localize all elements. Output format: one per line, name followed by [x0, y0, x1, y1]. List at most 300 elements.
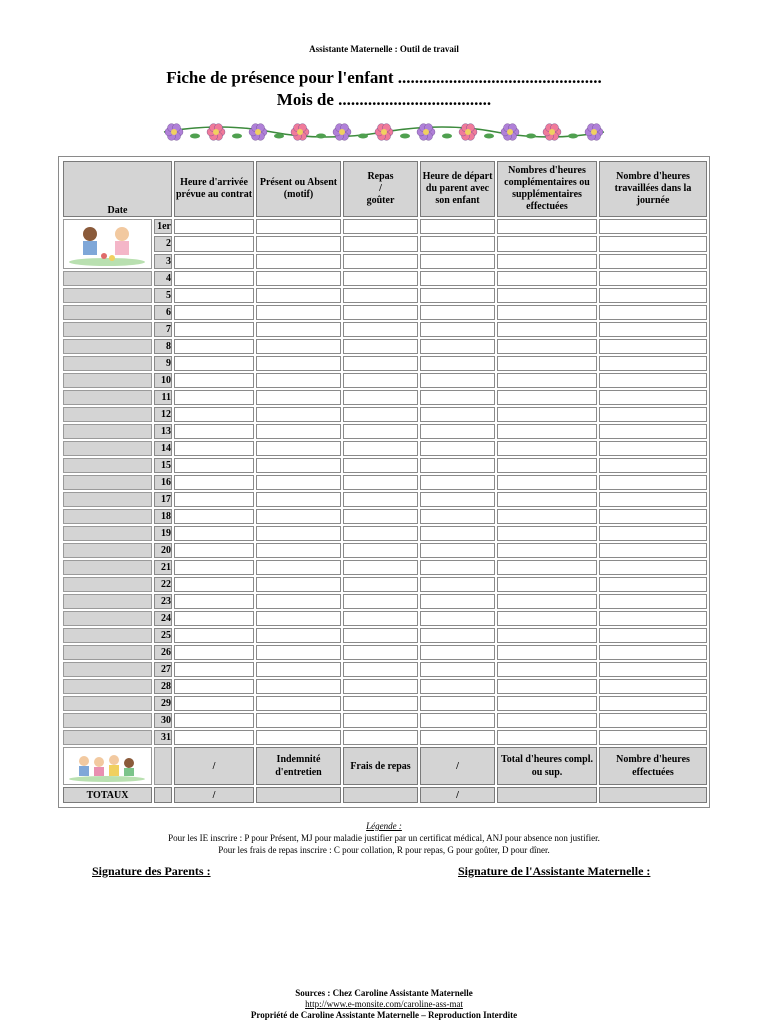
arrival-input[interactable]	[174, 219, 254, 234]
meal-input[interactable]	[343, 696, 418, 711]
day-row	[63, 611, 707, 626]
arrival-input[interactable]	[174, 356, 254, 371]
day-label-cell	[63, 305, 152, 320]
meal-input[interactable]	[343, 730, 418, 745]
arrival-input[interactable]	[174, 713, 254, 728]
day-label-cell	[63, 509, 152, 524]
extra-hours-input[interactable]	[497, 475, 597, 490]
day-label-cell	[63, 424, 152, 439]
legend-title: Légende :	[366, 821, 402, 831]
meal-separator: /	[379, 183, 382, 194]
departure-input[interactable]	[420, 645, 495, 660]
page-title: Fiche de présence pour l'enfant ................................................	[166, 68, 602, 87]
day-row	[63, 645, 707, 660]
day-label-cell	[63, 271, 152, 286]
day-row	[63, 560, 707, 575]
day-label-cell	[63, 526, 152, 541]
arrival-input[interactable]	[174, 305, 254, 320]
presence-input[interactable]	[256, 475, 341, 490]
day-number: 26	[154, 645, 172, 660]
sources-block	[0, 988, 768, 1021]
day-number: 12	[154, 407, 172, 422]
day-label-cell	[63, 645, 152, 660]
footer-number-spacer	[154, 747, 172, 785]
day-number: 18	[154, 509, 172, 524]
extra-hours-input[interactable]	[497, 730, 597, 745]
extra-hours-input[interactable]	[497, 577, 597, 592]
meal-input[interactable]	[343, 662, 418, 677]
extra-hours-input[interactable]	[497, 373, 597, 388]
worked-hours-input[interactable]	[599, 492, 707, 507]
day-label-cell	[63, 390, 152, 405]
departure-input[interactable]	[420, 611, 495, 626]
meal-input[interactable]	[343, 236, 418, 251]
extra-hours-input[interactable]	[497, 407, 597, 422]
meal-input[interactable]	[343, 645, 418, 660]
presence-input[interactable]	[256, 373, 341, 388]
worked-hours-input[interactable]	[599, 407, 707, 422]
meal-input[interactable]	[343, 492, 418, 507]
departure-input[interactable]	[420, 696, 495, 711]
footer-arrival: /	[174, 747, 254, 785]
presence-input[interactable]	[256, 254, 341, 269]
extra-hours-input[interactable]	[497, 458, 597, 473]
presence-input[interactable]	[256, 560, 341, 575]
meal-input[interactable]	[343, 390, 418, 405]
extra-hours-input[interactable]	[497, 713, 597, 728]
presence-input[interactable]	[256, 424, 341, 439]
meal-input[interactable]	[343, 543, 418, 558]
day-number: 14	[154, 441, 172, 456]
header-image-cell	[63, 219, 152, 269]
departure-input[interactable]	[420, 679, 495, 694]
presence-input[interactable]	[256, 696, 341, 711]
arrival-input[interactable]	[174, 458, 254, 473]
departure-input[interactable]	[420, 458, 495, 473]
extra-hours-input[interactable]	[497, 305, 597, 320]
day-row	[63, 594, 707, 609]
day-label-cell	[63, 628, 152, 643]
day-label-cell	[63, 713, 152, 728]
totals-departure: /	[420, 787, 495, 803]
day-label-cell	[63, 475, 152, 490]
worked-hours-input[interactable]	[599, 441, 707, 456]
presence-input[interactable]	[256, 730, 341, 745]
arrival-input[interactable]	[174, 577, 254, 592]
worked-hours-input[interactable]	[599, 373, 707, 388]
day-label-cell	[63, 611, 152, 626]
totals-maintenance-allowance[interactable]	[256, 787, 341, 803]
presence-input[interactable]	[256, 492, 341, 507]
departure-input[interactable]	[420, 713, 495, 728]
worked-hours-input[interactable]	[599, 509, 707, 524]
day-number: 5	[154, 288, 172, 303]
presence-input[interactable]	[256, 577, 341, 592]
totals-arrival: /	[174, 787, 254, 803]
departure-input[interactable]	[420, 594, 495, 609]
meal-input[interactable]	[343, 628, 418, 643]
meal-input[interactable]	[343, 271, 418, 286]
day-number: 29	[154, 696, 172, 711]
column-header-extra-hours: Nombres d'heures complémentaires ou supplémentaires effectuées	[497, 161, 597, 217]
departure-input[interactable]	[420, 373, 495, 388]
departure-input[interactable]	[420, 543, 495, 558]
day-row	[63, 543, 707, 558]
snack-label: goûter	[366, 195, 395, 206]
extra-hours-input[interactable]	[497, 219, 597, 234]
arrival-input[interactable]	[174, 679, 254, 694]
departure-input[interactable]	[420, 509, 495, 524]
day-number: 6	[154, 305, 172, 320]
arrival-input[interactable]	[174, 611, 254, 626]
day-number: 16	[154, 475, 172, 490]
meal-input[interactable]	[343, 526, 418, 541]
worked-hours-input[interactable]	[599, 219, 707, 234]
departure-input[interactable]	[420, 288, 495, 303]
totals-meal-costs[interactable]	[343, 787, 418, 803]
day-row	[63, 458, 707, 473]
arrival-input[interactable]	[174, 424, 254, 439]
arrival-input[interactable]	[174, 526, 254, 541]
departure-input[interactable]	[420, 475, 495, 490]
arrival-input[interactable]	[174, 322, 254, 337]
presence-input[interactable]	[256, 441, 341, 456]
worked-hours-input[interactable]	[599, 339, 707, 354]
worked-hours-input[interactable]	[599, 713, 707, 728]
column-header-meal	[343, 161, 418, 217]
arrival-input[interactable]	[174, 475, 254, 490]
day-number: 3	[154, 254, 172, 269]
presence-input[interactable]	[256, 407, 341, 422]
day-label-cell	[63, 543, 152, 558]
day-row	[63, 373, 707, 388]
meal-input[interactable]	[343, 611, 418, 626]
extra-hours-input[interactable]	[497, 288, 597, 303]
worked-hours-input[interactable]	[599, 356, 707, 371]
arrival-input[interactable]	[174, 254, 254, 269]
meal-label: Repas	[367, 171, 394, 182]
day-row	[63, 713, 707, 728]
presence-input[interactable]	[256, 271, 341, 286]
presence-input[interactable]	[256, 662, 341, 677]
extra-hours-input[interactable]	[497, 356, 597, 371]
presence-input[interactable]	[256, 458, 341, 473]
presence-input[interactable]	[256, 628, 341, 643]
extra-hours-input[interactable]	[497, 560, 597, 575]
day-number: 13	[154, 424, 172, 439]
day-label-cell	[63, 662, 152, 677]
children-playing-icon	[64, 220, 150, 268]
column-header-departure: Heure de départ du parent avec son enfant	[420, 161, 495, 217]
day-row	[63, 662, 707, 677]
extra-hours-input[interactable]	[497, 322, 597, 337]
worked-hours-input[interactable]	[599, 271, 707, 286]
worked-hours-input[interactable]	[599, 288, 707, 303]
departure-input[interactable]	[420, 577, 495, 592]
copyright-line: Propriété de Caroline Assistante Maternelle – Reproduction Interdite	[250, 1010, 518, 1020]
extra-hours-input[interactable]	[497, 441, 597, 456]
day-number: 2	[154, 236, 172, 251]
day-label-cell	[63, 322, 152, 337]
sources-line: Sources : Chez Caroline Assistante Maternelle	[295, 988, 473, 998]
day-row	[63, 236, 707, 251]
day-row	[63, 628, 707, 643]
footer-meal-costs: Frais de repas	[343, 747, 418, 785]
worked-hours-input[interactable]	[599, 322, 707, 337]
day-number: 7	[154, 322, 172, 337]
arrival-input[interactable]	[174, 390, 254, 405]
column-header-arrival: Heure d'arrivée prévue au contrat	[174, 161, 254, 217]
column-header-date: Date	[63, 161, 172, 217]
worked-hours-input[interactable]	[599, 577, 707, 592]
arrival-input[interactable]	[174, 492, 254, 507]
departure-input[interactable]	[420, 322, 495, 337]
day-number: 25	[154, 628, 172, 643]
meal-input[interactable]	[343, 441, 418, 456]
extra-hours-input[interactable]	[497, 662, 597, 677]
totals-number-spacer	[154, 787, 172, 803]
day-row	[63, 322, 707, 337]
presence-input[interactable]	[256, 713, 341, 728]
meal-input[interactable]	[343, 560, 418, 575]
extra-hours-input[interactable]	[497, 509, 597, 524]
presence-input[interactable]	[256, 679, 341, 694]
day-row	[63, 679, 707, 694]
totals-label: TOTAUX	[63, 787, 152, 803]
day-label-cell	[63, 458, 152, 473]
day-row	[63, 475, 707, 490]
departure-input[interactable]	[420, 407, 495, 422]
column-header-presence: Présent ou Absent (motif)	[256, 161, 341, 217]
presence-input[interactable]	[256, 611, 341, 626]
day-number: 31	[154, 730, 172, 745]
departure-input[interactable]	[420, 424, 495, 439]
arrival-input[interactable]	[174, 662, 254, 677]
day-label-cell	[63, 373, 152, 388]
attendance-table	[61, 159, 709, 805]
arrival-input[interactable]	[174, 236, 254, 251]
worked-hours-input[interactable]	[599, 696, 707, 711]
meal-input[interactable]	[343, 509, 418, 524]
day-row	[63, 696, 707, 711]
arrival-input[interactable]	[174, 730, 254, 745]
day-number: 8	[154, 339, 172, 354]
departure-input[interactable]	[420, 356, 495, 371]
day-label-cell	[63, 339, 152, 354]
extra-hours-input[interactable]	[497, 492, 597, 507]
footer-image-cell	[63, 747, 152, 785]
worked-hours-input[interactable]	[599, 305, 707, 320]
day-number: 17	[154, 492, 172, 507]
extra-hours-input[interactable]	[497, 628, 597, 643]
presence-input[interactable]	[256, 322, 341, 337]
worked-hours-input[interactable]	[599, 679, 707, 694]
worked-hours-input[interactable]	[599, 424, 707, 439]
flower-garland-icon	[160, 118, 608, 146]
day-row	[63, 356, 707, 371]
meal-input[interactable]	[343, 475, 418, 490]
arrival-input[interactable]	[174, 543, 254, 558]
extra-hours-input[interactable]	[497, 339, 597, 354]
day-row	[63, 509, 707, 524]
day-label-cell	[63, 679, 152, 694]
arrival-input[interactable]	[174, 645, 254, 660]
presence-input[interactable]	[256, 305, 341, 320]
worked-hours-input[interactable]	[599, 730, 707, 745]
day-number: 22	[154, 577, 172, 592]
worked-hours-input[interactable]	[599, 662, 707, 677]
day-label-cell	[63, 594, 152, 609]
arrival-input[interactable]	[174, 271, 254, 286]
extra-hours-input[interactable]	[497, 645, 597, 660]
assistant-signature-label: Signature de l'Assistante Maternelle :	[458, 864, 651, 878]
meal-input[interactable]	[343, 305, 418, 320]
extra-hours-input[interactable]	[497, 526, 597, 541]
day-row	[63, 219, 707, 234]
departure-input[interactable]	[420, 305, 495, 320]
presence-input[interactable]	[256, 236, 341, 251]
column-header-worked-hours: Nombre d'heures travaillées dans la journée	[599, 161, 707, 217]
worked-hours-input[interactable]	[599, 458, 707, 473]
day-number: 15	[154, 458, 172, 473]
worked-hours-input[interactable]	[599, 645, 707, 660]
day-label-cell	[63, 441, 152, 456]
day-label-cell	[63, 730, 152, 745]
day-number: 27	[154, 662, 172, 677]
departure-input[interactable]	[420, 560, 495, 575]
day-number: 1er	[154, 219, 172, 234]
extra-hours-input[interactable]	[497, 424, 597, 439]
parents-signature-label: Signature des Parents :	[92, 864, 211, 878]
meal-input[interactable]	[343, 713, 418, 728]
meal-input[interactable]	[343, 407, 418, 422]
presence-input[interactable]	[256, 543, 341, 558]
extra-hours-input[interactable]	[497, 594, 597, 609]
arrival-input[interactable]	[174, 339, 254, 354]
meal-input[interactable]	[343, 594, 418, 609]
presence-input[interactable]	[256, 390, 341, 405]
arrival-input[interactable]	[174, 288, 254, 303]
meal-input[interactable]	[343, 373, 418, 388]
extra-hours-input[interactable]	[497, 611, 597, 626]
departure-input[interactable]	[420, 339, 495, 354]
footer-total-extra-hours: Total d'heures compl. ou sup.	[497, 747, 597, 785]
arrival-input[interactable]	[174, 696, 254, 711]
departure-input[interactable]	[420, 219, 495, 234]
day-row	[63, 441, 707, 456]
departure-input[interactable]	[420, 236, 495, 251]
day-label-cell	[63, 577, 152, 592]
extra-hours-input[interactable]	[497, 254, 597, 269]
worked-hours-input[interactable]	[599, 236, 707, 251]
arrival-input[interactable]	[174, 373, 254, 388]
meal-input[interactable]	[343, 577, 418, 592]
day-number: 10	[154, 373, 172, 388]
presence-input[interactable]	[256, 356, 341, 371]
presence-input[interactable]	[256, 594, 341, 609]
footer-departure: /	[420, 747, 495, 785]
extra-hours-input[interactable]	[497, 390, 597, 405]
sources-link[interactable]: http://www.e-monsite.com/caroline-ass-mat	[305, 999, 463, 1009]
presence-input[interactable]	[256, 645, 341, 660]
departure-input[interactable]	[420, 730, 495, 745]
departure-input[interactable]	[420, 254, 495, 269]
day-row	[63, 254, 707, 269]
departure-input[interactable]	[420, 492, 495, 507]
worked-hours-input[interactable]	[599, 526, 707, 541]
extra-hours-input[interactable]	[497, 543, 597, 558]
departure-input[interactable]	[420, 441, 495, 456]
meal-input[interactable]	[343, 339, 418, 354]
departure-input[interactable]	[420, 628, 495, 643]
day-number: 9	[154, 356, 172, 371]
worked-hours-input[interactable]	[599, 390, 707, 405]
meal-input[interactable]	[343, 288, 418, 303]
day-number: 30	[154, 713, 172, 728]
meal-input[interactable]	[343, 458, 418, 473]
meal-input[interactable]	[343, 356, 418, 371]
day-row	[63, 424, 707, 439]
presence-input[interactable]	[256, 219, 341, 234]
presence-input[interactable]	[256, 339, 341, 354]
day-row	[63, 339, 707, 354]
departure-input[interactable]	[420, 526, 495, 541]
arrival-input[interactable]	[174, 407, 254, 422]
day-label-cell	[63, 407, 152, 422]
day-label-cell	[63, 288, 152, 303]
arrival-input[interactable]	[174, 441, 254, 456]
day-row	[63, 492, 707, 507]
worked-hours-input[interactable]	[599, 611, 707, 626]
worked-hours-input[interactable]	[599, 475, 707, 490]
arrival-input[interactable]	[174, 509, 254, 524]
totals-extra-hours[interactable]	[497, 787, 597, 803]
extra-hours-input[interactable]	[497, 679, 597, 694]
meal-input[interactable]	[343, 424, 418, 439]
extra-hours-input[interactable]	[497, 236, 597, 251]
day-number: 11	[154, 390, 172, 405]
departure-input[interactable]	[420, 390, 495, 405]
presence-input[interactable]	[256, 509, 341, 524]
arrival-input[interactable]	[174, 594, 254, 609]
document-subtitle: Assistante Maternelle : Outil de travail	[309, 44, 459, 54]
worked-hours-input[interactable]	[599, 628, 707, 643]
totals-hours-done[interactable]	[599, 787, 707, 803]
meal-input[interactable]	[343, 254, 418, 269]
worked-hours-input[interactable]	[599, 254, 707, 269]
departure-input[interactable]	[420, 662, 495, 677]
worked-hours-input[interactable]	[599, 594, 707, 609]
extra-hours-input[interactable]	[497, 271, 597, 286]
day-label-cell	[63, 560, 152, 575]
day-label-cell	[63, 492, 152, 507]
arrival-input[interactable]	[174, 560, 254, 575]
worked-hours-input[interactable]	[599, 560, 707, 575]
meal-input[interactable]	[343, 219, 418, 234]
extra-hours-input[interactable]	[497, 696, 597, 711]
meal-input[interactable]	[343, 679, 418, 694]
day-number: 24	[154, 611, 172, 626]
day-label-cell	[63, 356, 152, 371]
day-row	[63, 288, 707, 303]
arrival-input[interactable]	[174, 628, 254, 643]
day-row	[63, 271, 707, 286]
departure-input[interactable]	[420, 271, 495, 286]
presence-input[interactable]	[256, 288, 341, 303]
meal-input[interactable]	[343, 322, 418, 337]
presence-input[interactable]	[256, 526, 341, 541]
worked-hours-input[interactable]	[599, 543, 707, 558]
